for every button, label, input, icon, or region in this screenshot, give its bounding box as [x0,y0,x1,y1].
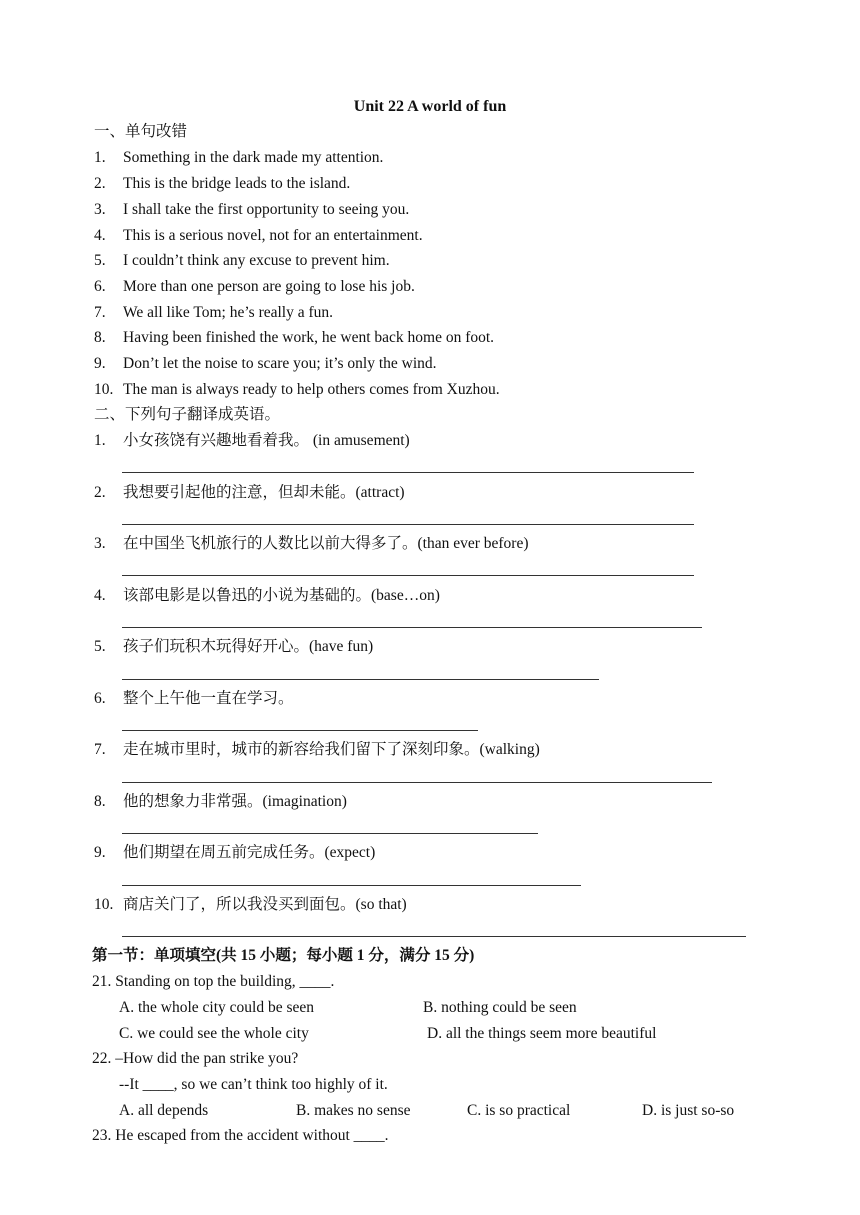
list-item: 8. Having been finished the work, he went back home on foot. [94,329,495,346]
answer-line[interactable] [122,730,478,731]
answer-line[interactable] [122,936,746,937]
list-item: 5. I couldn’t think any excuse to prevent him. [94,252,390,269]
section-heading-error-correction: 一、单句改错 [94,123,188,140]
option-b[interactable]: B. makes no sense [296,1102,411,1119]
list-item: 4. 该部电影是以鲁迅的小说为基础的。(base…on) [94,587,440,604]
answer-line[interactable] [122,782,712,783]
list-item: 7. 走在城市里时，城市的新容给我们留下了深刻印象。(walking) [94,741,540,758]
section-heading-translation: 二、下列句子翻译成英语。 [94,406,281,423]
question-22: 22. –How did the pan strike you? [92,1050,299,1067]
list-item: 2. This is the bridge leads to the island. [94,175,351,192]
option-b[interactable]: B. nothing could be seen [423,999,577,1016]
list-item: 3. I shall take the first opportunity to seeing you. [94,201,410,218]
option-c[interactable]: C. we could see the whole city [119,1025,309,1042]
page-title: Unit 22 A world of fun [353,98,507,115]
list-item: 1. 小女孩饶有兴趣地看着我。 (in amusement) [94,432,410,449]
question-23: 23. He escaped from the accident without ____. [92,1127,389,1144]
answer-line[interactable] [122,627,702,628]
option-d[interactable]: D. is just so-so [642,1102,735,1119]
answer-line[interactable] [122,524,694,525]
answer-line[interactable] [122,679,599,680]
list-item: 10. The man is always ready to help others comes from Xuzhou. [94,381,500,398]
list-item: 8. 他的想象力非常强。(imagination) [94,793,347,810]
list-item: 2. 我想要引起他的注意，但却未能。(attract) [94,484,405,501]
list-item: 5. 孩子们玩积木玩得好开心。(have fun) [94,638,374,655]
list-item: 9. 他们期望在周五前完成任务。(expect) [94,844,376,861]
option-a[interactable]: A. the whole city could be seen [119,999,314,1016]
answer-line[interactable] [122,472,694,473]
answer-line[interactable] [122,833,538,834]
option-d[interactable]: D. all the things seem more beautiful [427,1025,657,1042]
question-22-response: --It ____, so we can’t think too highly of it. [119,1076,388,1093]
answer-line[interactable] [122,575,694,576]
option-c[interactable]: C. is so practical [467,1102,571,1119]
question-21: 21. Standing on top the building, ____. [92,973,335,990]
option-a[interactable]: A. all depends [119,1102,209,1119]
section-heading-multiple-choice: 第一节：单项填空(共 15 小题；每小题 1 分，满分 15 分) [92,947,475,964]
list-item: 9. Don’t let the noise to scare you; it’s only the wind. [94,355,437,372]
list-item: 10. 商店关门了，所以我没买到面包。(so that) [94,896,407,913]
list-item: 1. Something in the dark made my attention. [94,149,384,166]
list-item: 6. More than one person are going to lose his job. [94,278,415,295]
list-item: 6. 整个上午他一直在学习。 [94,690,294,707]
list-item: 7. We all like Tom; he’s really a fun. [94,304,334,321]
answer-line[interactable] [122,885,581,886]
list-item: 4. This is a serious novel, not for an entertainment. [94,227,423,244]
list-item: 3. 在中国坐飞机旅行的人数比以前大得多了。(than ever before) [94,535,529,552]
